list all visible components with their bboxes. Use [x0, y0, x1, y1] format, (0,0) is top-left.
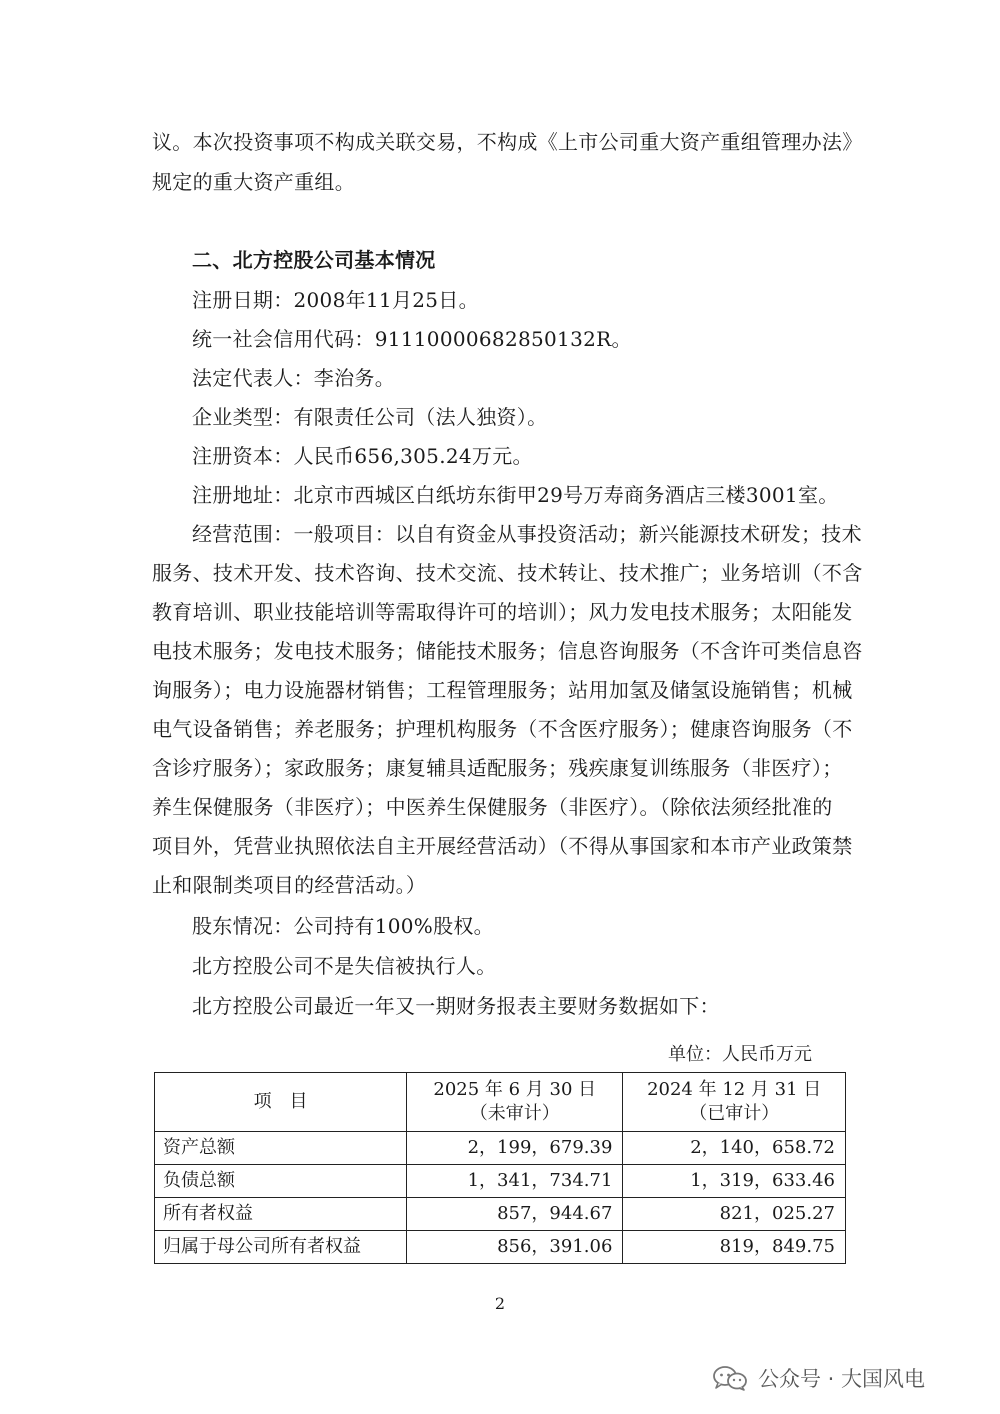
row-value-2024: 819，849.75	[623, 1231, 846, 1264]
info-line-credit-code: 统一社会信用代码：91110000682850132R。	[192, 327, 632, 351]
financial-intro-line: 北方控股公司最近一年又一期财务报表主要财务数据如下：	[192, 994, 720, 1018]
row-item: 所有者权益	[155, 1198, 407, 1231]
info-line-registration-date: 注册日期：2008年11月25日。	[192, 288, 479, 312]
scope-line: 电技术服务；发电技术服务；储能技术服务；信息咨询服务（不含许可类信息咨	[152, 639, 863, 663]
header-item: 项 目	[155, 1073, 407, 1132]
header-2024-audit-status: （已审计）	[689, 1103, 780, 1124]
paragraph-line: 规定的重大资产重组。	[152, 170, 355, 194]
info-line-legal-representative: 法定代表人：李治务。	[192, 366, 395, 390]
table-unit-label: 单位：人民币万元	[668, 1044, 812, 1065]
row-item: 归属于母公司所有者权益	[155, 1231, 407, 1264]
row-item: 资产总额	[155, 1132, 407, 1165]
row-value-2024: 821，025.27	[623, 1198, 846, 1231]
row-value-2025: 1，341，734.71	[407, 1165, 623, 1198]
row-value-2025: 2，199，679.39	[407, 1132, 623, 1165]
dishonesty-status-line: 北方控股公司不是失信被执行人。	[192, 954, 497, 978]
scope-line: 止和限制类项目的经营活动。）	[152, 873, 427, 897]
header-2024-date: 2024 年 12 月 31 日	[647, 1079, 822, 1100]
section-heading: 二、北方控股公司基本情况	[192, 248, 436, 272]
watermark	[712, 1361, 925, 1395]
scope-line: 项目外，凭营业执照依法自主开展经营活动）（不得从事国家和本市产业政策禁	[152, 834, 853, 858]
scope-line: 询服务）；电力设施器材销售；工程管理服务；站用加氢及储氢设施销售；机械	[152, 678, 853, 702]
wechat-icon	[712, 1365, 748, 1391]
financial-data-table	[154, 1072, 846, 1264]
table-header-row	[155, 1073, 846, 1132]
scope-line: 电气设备销售；养老服务；护理机构服务（不含医疗服务）；健康咨询服务（不	[152, 717, 853, 741]
watermark-text: 公众号 · 大国风电	[758, 1367, 926, 1391]
scope-line: 教育培训、职业技能培训等需取得许可的培训）；风力发电技术服务；太阳能发	[152, 600, 853, 624]
table-row	[155, 1132, 846, 1165]
scope-line: 养生保健服务（非医疗）；中医养生保健服务（非医疗）。（除依法须经批准的	[152, 795, 833, 819]
header-2025	[407, 1073, 623, 1132]
header-2025-date: 2025 年 6 月 30 日	[433, 1079, 597, 1100]
info-line-company-type: 企业类型：有限责任公司（法人独资）。	[192, 405, 548, 429]
page-number: 2	[494, 1294, 506, 1313]
header-2024	[623, 1073, 846, 1132]
table-row	[155, 1231, 846, 1264]
row-value-2025: 856，391.06	[407, 1231, 623, 1264]
header-2025-audit-status: （未审计）	[469, 1103, 560, 1124]
scope-line: 含诊疗服务）；家政服务；康复辅具适配服务；残疾康复训练服务（非医疗）；	[152, 756, 843, 780]
row-value-2025: 857，944.67	[407, 1198, 623, 1231]
table-row	[155, 1165, 846, 1198]
info-line-registered-capital: 注册资本：人民币656,305.24万元。	[192, 444, 533, 468]
row-value-2024: 1，319，633.46	[623, 1165, 846, 1198]
scope-line: 经营范围：一般项目：以自有资金从事投资活动；新兴能源技术研发；技术	[192, 522, 862, 546]
row-value-2024: 2，140，658.72	[623, 1132, 846, 1165]
row-item: 负债总额	[155, 1165, 407, 1198]
scope-line: 服务、技术开发、技术咨询、技术交流、技术转让、技术推广；业务培训（不含	[152, 561, 863, 585]
paragraph-line: 议。本次投资事项不构成关联交易，不构成《上市公司重大资产重组管理办法》	[152, 130, 863, 154]
shareholder-line: 股东情况：公司持有100%股权。	[192, 914, 494, 938]
info-line-registered-address: 注册地址：北京市西城区白纸坊东街甲29号万寿商务酒店三楼3001室。	[192, 483, 839, 507]
table-row	[155, 1198, 846, 1231]
